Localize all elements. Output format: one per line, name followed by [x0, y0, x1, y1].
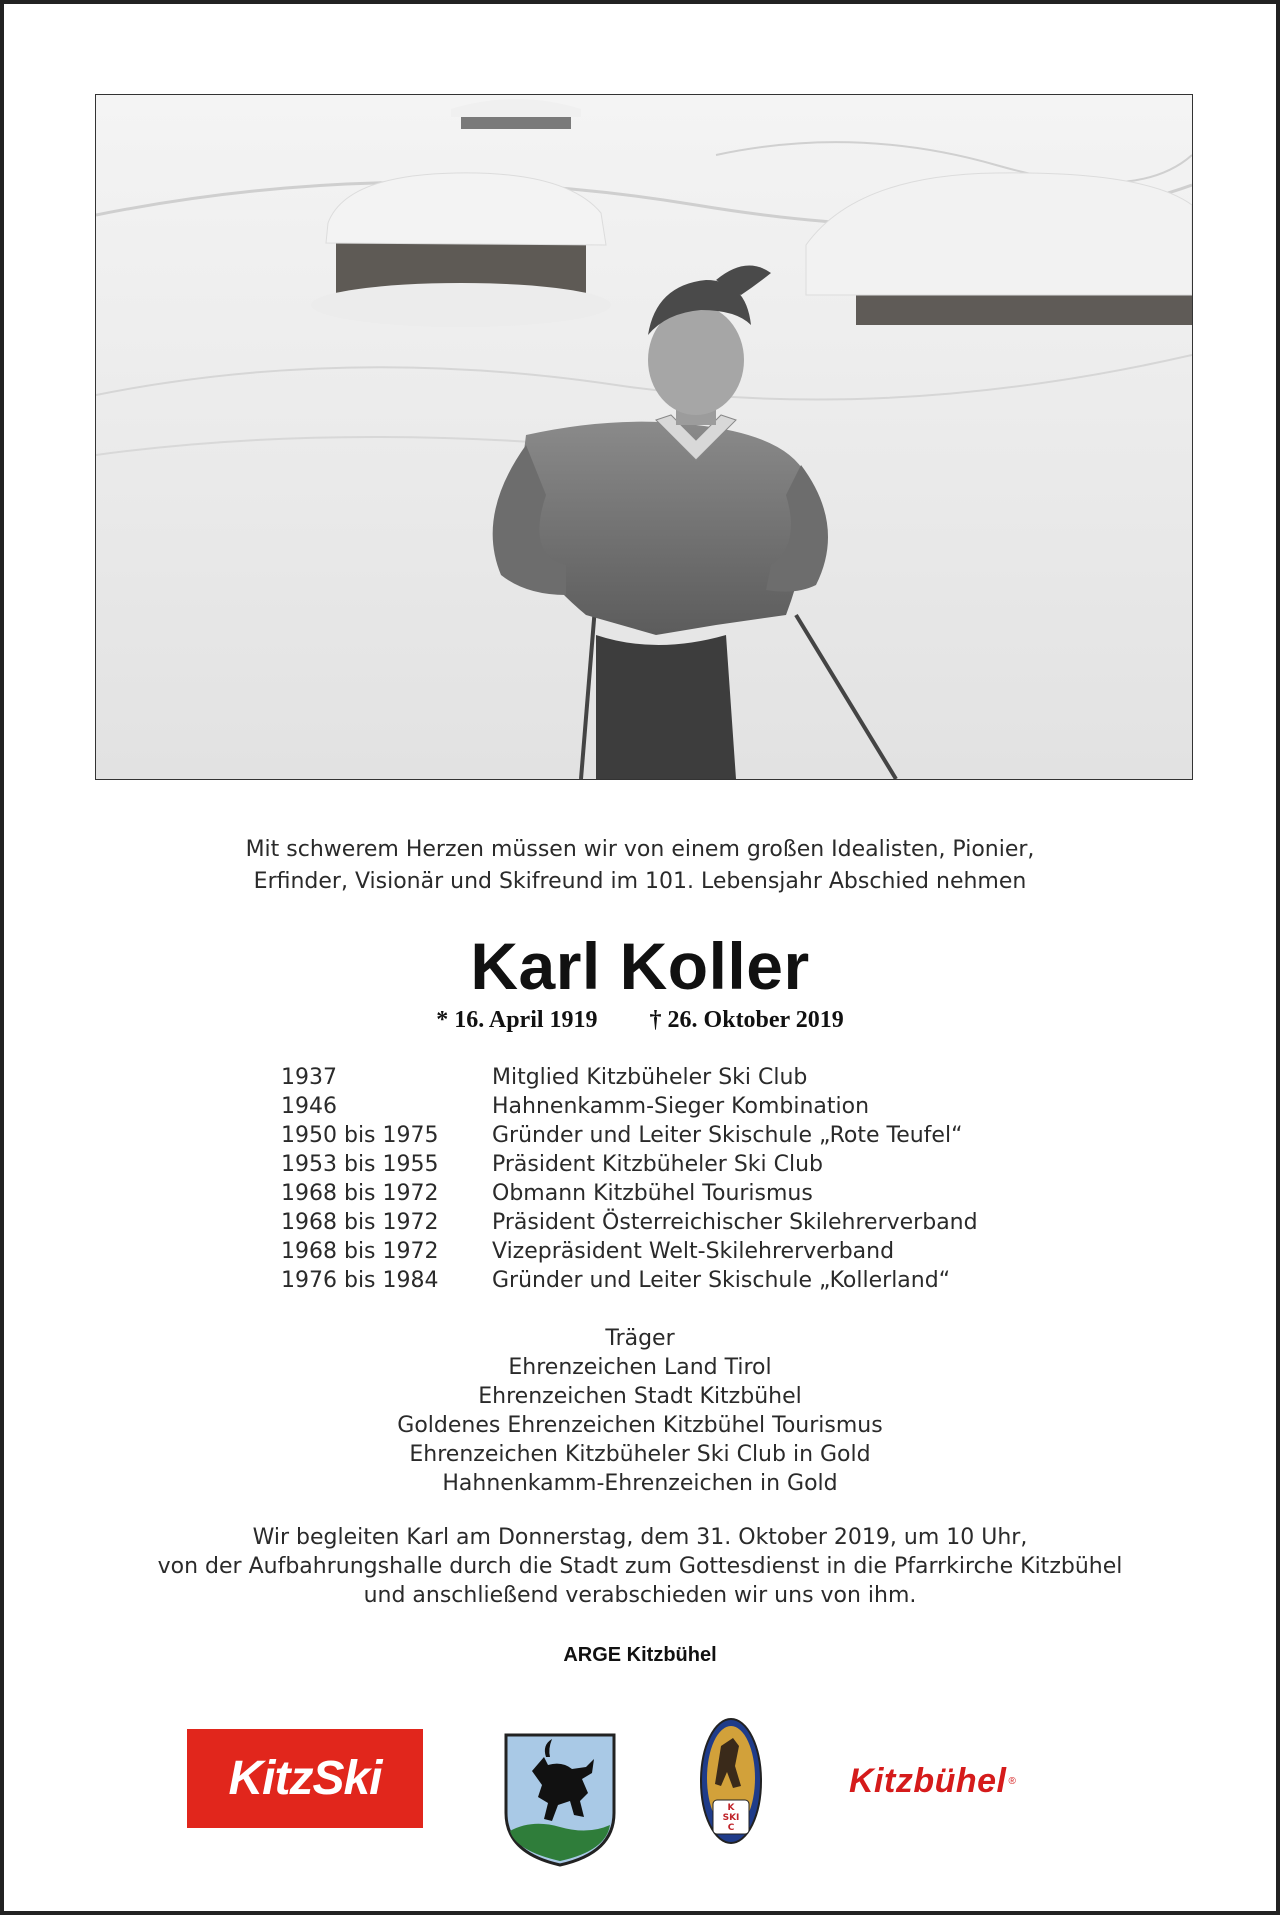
deceased-name: Karl Koller	[470, 929, 810, 1003]
timeline-row	[281, 1237, 978, 1266]
kitzbuehel-logo-text: Kitzbühel	[849, 1761, 1007, 1800]
kitzbueheler-ski-club-emblem-icon	[699, 1716, 763, 1846]
timeline-years: 1946	[281, 1094, 337, 1119]
funeral-line-1: Wir begleiten Karl am Donnerstag, dem 31. Oktober 2019, um 10 Uhr,	[252, 1525, 1028, 1550]
funeral-line-2: von der Aufbahrungshalle durch die Stadt zum Gottesdienst in die Pfarrkirche Kitzbühel	[157, 1554, 1123, 1579]
ksc-letter-c: C	[727, 1823, 735, 1833]
kitzbuehel-logo	[849, 1756, 1109, 1806]
funeral-notice	[4, 1523, 1276, 1610]
honors-heading: Träger	[605, 1326, 675, 1351]
ksc-letter-ski: SKI	[722, 1813, 740, 1823]
kitzski-logo-text: KitzSki	[228, 1752, 382, 1805]
registered-mark: ®	[1008, 1775, 1016, 1787]
timeline-role: Obmann Kitzbühel Tourismus	[492, 1181, 813, 1206]
honor-item: Ehrenzeichen Land Tirol	[508, 1355, 772, 1380]
timeline-row	[281, 1266, 978, 1295]
timeline-row	[281, 1150, 978, 1179]
career-timeline	[281, 1063, 978, 1295]
timeline-role: Hahnenkamm-Sieger Kombination	[492, 1094, 870, 1119]
honor-item: Hahnenkamm-Ehrenzeichen in Gold	[442, 1471, 838, 1496]
timeline-row	[281, 1063, 978, 1092]
timeline-years: 1968 bis 1972	[281, 1210, 439, 1235]
death-date: † 26. Oktober 2019	[649, 1007, 844, 1033]
kitzbuehel-coat-of-arms-icon	[502, 1731, 618, 1868]
timeline-years: 1976 bis 1984	[281, 1268, 439, 1293]
timeline-role: Mitglied Kitzbüheler Ski Club	[492, 1065, 808, 1090]
honors-list	[4, 1324, 1276, 1498]
timeline-row	[281, 1179, 978, 1208]
portrait-photo	[95, 94, 1193, 780]
timeline-role: Vizepräsident Welt-Skilehrerverband	[492, 1239, 895, 1264]
timeline-years: 1968 bis 1972	[281, 1239, 439, 1264]
timeline-years: 1953 bis 1955	[281, 1152, 439, 1177]
honor-item: Ehrenzeichen Kitzbüheler Ski Club in Gold	[409, 1442, 871, 1467]
timeline-years: 1968 bis 1972	[281, 1181, 439, 1206]
birth-date: * 16. April 1919	[436, 1007, 598, 1033]
timeline-years: 1937	[281, 1065, 337, 1090]
intro-line-1: Mit schwerem Herzen müssen wir von einem großen Idealisten, Pionier,	[245, 837, 1035, 862]
kitzski-logo	[187, 1729, 423, 1828]
life-dates	[4, 1004, 1276, 1036]
timeline-row	[281, 1121, 978, 1150]
timeline-role: Präsident Österreichischer Skilehrerverband	[492, 1210, 978, 1235]
timeline-row	[281, 1092, 978, 1121]
timeline-years: 1950 bis 1975	[281, 1123, 439, 1148]
honor-item: Ehrenzeichen Stadt Kitzbühel	[478, 1384, 802, 1409]
intro-line-2: Erfinder, Visionär und Skifreund im 101. Lebensjahr Abschied nehmen	[253, 869, 1027, 894]
honor-item: Goldenes Ehrenzeichen Kitzbühel Tourismus	[397, 1413, 883, 1438]
timeline-role: Gründer und Leiter Skischule „Rote Teufel“	[492, 1123, 963, 1148]
skier-photo-image	[96, 95, 1192, 779]
signer-name: ARGE Kitzbühel	[563, 1644, 717, 1666]
timeline-role: Gründer und Leiter Skischule „Kollerland“	[492, 1268, 951, 1293]
funeral-line-3: und anschließend verabschieden wir uns von ihm.	[363, 1583, 917, 1608]
timeline-row	[281, 1208, 978, 1237]
intro-text	[4, 834, 1276, 898]
ksc-letter-k: K	[727, 1803, 735, 1813]
timeline-role: Präsident Kitzbüheler Ski Club	[492, 1152, 824, 1177]
